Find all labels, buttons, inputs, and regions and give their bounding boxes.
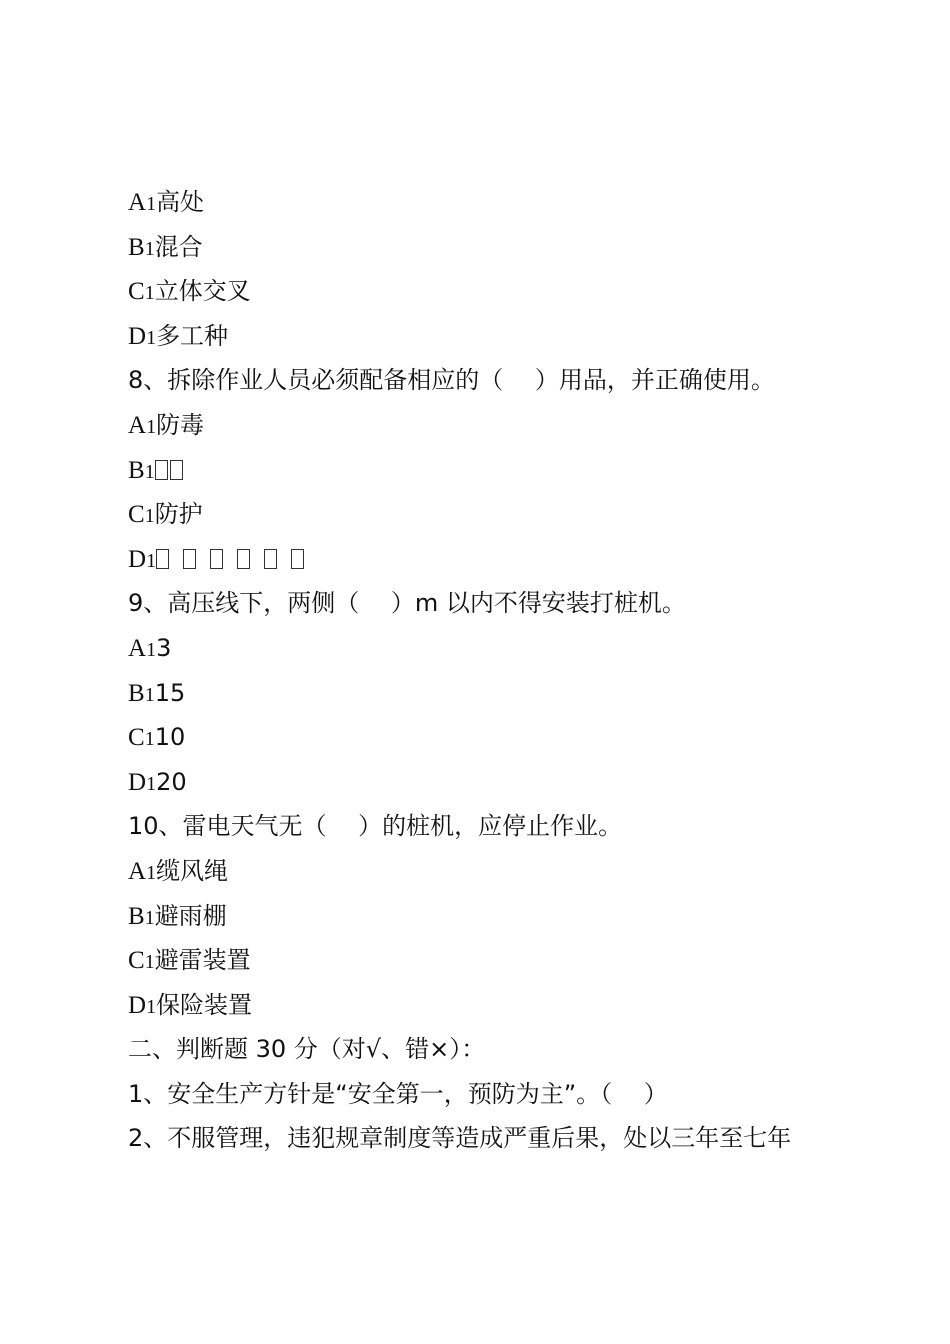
option-number: 1 [146,638,157,661]
option-letter: D [128,768,147,796]
option-line [128,314,888,359]
option-line [128,537,888,582]
option-letter: C [128,724,145,752]
option-number: 1 [144,951,155,974]
document-body [128,180,888,1161]
option-number: 1 [146,772,157,795]
option-number: 1 [146,861,157,884]
option-letter: A [128,411,147,439]
option-text: 混合 [154,232,203,261]
option-line [128,626,888,671]
missing-glyph-icon [264,549,277,569]
question-line: 二、判断题 30 分（对√、错×）： [128,1035,486,1064]
option-letter: C [128,501,145,529]
missing-glyph-icon [156,549,169,569]
option-text: 防护 [154,500,203,529]
option-letter: B [128,233,145,261]
option-letter: B [128,679,145,707]
option-letter: D [128,322,147,350]
question-line: 1、安全生产方针是“安全第一，预防为主”。（ ） [128,1079,668,1108]
question-line: 2、不服管理，违犯规章制度等造成严重后果，处以三年至七年 [128,1124,792,1153]
option-letter: B [128,456,145,484]
option-text: 避雷装置 [154,946,251,975]
document-page [128,180,888,1161]
option-number: 1 [146,326,157,349]
option-line [128,671,888,716]
option-text: 10 [154,723,186,752]
option-number: 1 [144,505,155,528]
option-line [128,492,888,537]
option-text: 3 [156,633,172,662]
option-number: 1 [146,193,157,215]
option-letter: A [128,634,147,662]
option-number: 1 [144,237,155,260]
option-number: 1 [146,415,157,438]
option-number: 1 [144,460,155,483]
option-letter: C [128,947,145,975]
option-line [128,448,888,493]
missing-glyph-icon [155,460,168,480]
missing-glyph-icon [210,549,223,569]
option-line [128,403,888,448]
option-letter: D [128,545,147,573]
option-text: 高处 [156,188,205,216]
question-line: 8、拆除作业人员必须配备相应的（ ）用品，并正确使用。 [128,366,775,395]
option-number: 1 [144,683,155,706]
option-line [128,180,888,225]
option-line [128,938,888,983]
option-text: 避雨棚 [154,901,227,930]
option-text: 15 [154,678,186,707]
option-line [128,269,888,314]
missing-glyph-icon [237,549,250,569]
option-number: 1 [144,728,155,751]
missing-glyph-icon [170,460,183,480]
question-line: 10、雷电天气无（ ）的桩机，应停止作业。 [128,812,623,841]
option-line [128,849,888,894]
option-line [128,225,888,270]
option-line [128,760,888,805]
option-text: 保险装置 [156,990,253,1019]
question-line: 9、高压线下，两侧（ ）m 以内不得安装打桩机。 [128,589,686,618]
option-number: 1 [144,282,155,305]
option-text: 多工种 [156,321,229,350]
option-text: 缆风绳 [156,856,229,885]
option-text: 20 [156,767,187,796]
option-number: 1 [146,995,157,1018]
option-letter: A [128,189,147,216]
option-letter: D [128,991,147,1019]
option-letter: B [128,902,145,930]
missing-glyph-icon [291,549,304,569]
option-text: 立体交叉 [154,277,251,306]
option-letter: C [128,278,145,306]
option-text: 防毒 [156,410,205,439]
option-letter: A [128,857,147,885]
missing-glyph-icon [183,549,196,569]
option-number: 1 [144,906,155,929]
option-number: 1 [146,549,157,572]
option-line [128,983,888,1028]
option-line [128,894,888,939]
option-line [128,715,888,760]
